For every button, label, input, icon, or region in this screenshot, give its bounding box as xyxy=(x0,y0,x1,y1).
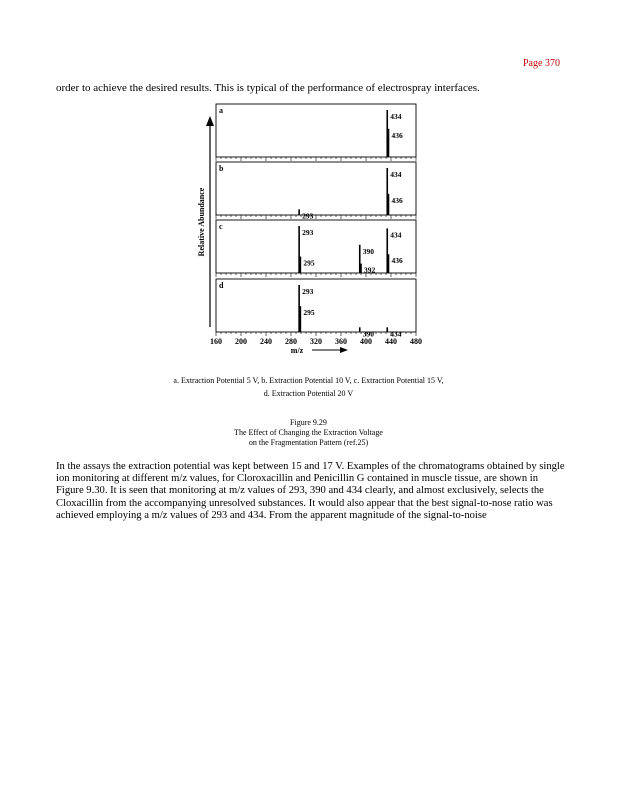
peak-label: 434 xyxy=(390,170,402,179)
peak-label: 293 xyxy=(302,287,314,296)
peak-label: 434 xyxy=(390,112,402,121)
peak-label: 390 xyxy=(362,329,374,339)
x-tick-label: 480 xyxy=(410,337,422,346)
figure-caption-line1: a. Extraction Potential 5 V, b. Extraction Potential 10 V, c. Extraction Potential 15 V, xyxy=(173,376,444,385)
panel-frame xyxy=(216,279,416,332)
peak-label: 295 xyxy=(303,308,315,318)
y-axis-arrow xyxy=(206,116,214,126)
x-axis-label: m/z xyxy=(290,346,304,355)
peak-label: 436 xyxy=(391,130,403,140)
peak-label: 295 xyxy=(303,258,315,268)
peak-label: 436 xyxy=(391,195,403,205)
figure-caption-line2: d. Extraction Potential 20 V xyxy=(263,389,354,398)
peak-label: 436 xyxy=(391,256,403,266)
figure-title-line1: The Effect of Changing the Extraction Voltage xyxy=(234,428,383,437)
panel-label: d xyxy=(219,281,224,290)
x-tick-label: 320 xyxy=(310,337,322,346)
peak-label: 434 xyxy=(390,329,402,339)
peak-label: 390 xyxy=(362,246,374,256)
lead-text: order to achieve the desired results. This is typical of the performance of electrospray interfaces. xyxy=(56,82,480,94)
spectrum-panel-d xyxy=(216,279,416,338)
panel-label: c xyxy=(219,222,223,231)
x-axis-arrow xyxy=(340,347,348,353)
y-axis-label: Relative Abundance xyxy=(197,187,206,257)
x-tick-label: 360 xyxy=(335,337,347,346)
x-tick-label: 400 xyxy=(360,337,372,346)
page-number: Page 370 xyxy=(523,58,560,69)
body-paragraph: In the assays the extraction potential was kept between 15 and 17 V. Examples of the chromatograms obtained by single ion monitoring at different m/z values, for Cloroxacillin and Penicillin G contained in muscle tissue, are shown in Figure 9.30. It is seen that monitoring at m/z values of 293, 390 and 434 clearly, and almost exclusively, selects the Cloxacillin from the accompanying unresolved substances. It would also appear that the best signal-to-nose ratio was achieved employing a m/z values of 293 and 434. From the apparent magnitude of the signal-to-noise xyxy=(56,461,565,521)
x-tick-label: 280 xyxy=(285,337,297,346)
peak-label: 434 xyxy=(390,230,402,240)
peak-label: 293 xyxy=(302,228,314,237)
panel-frame xyxy=(216,162,416,215)
x-tick-label: 160 xyxy=(210,337,222,346)
mass-spectra-figure xyxy=(192,102,432,362)
spectrum-panel-a xyxy=(216,104,416,161)
panel-frame xyxy=(216,104,416,157)
peak-label: 293 xyxy=(302,211,314,221)
spectrum-panel-c xyxy=(216,220,416,277)
figure-number: Figure 9.29 xyxy=(290,418,327,427)
figure-title-line2: on the Fragmentation Pattern (ref.25) xyxy=(248,438,369,447)
panel-label: b xyxy=(219,164,224,173)
x-tick-label: 440 xyxy=(385,337,397,346)
x-tick-label: 240 xyxy=(260,337,272,346)
panel-frame xyxy=(216,220,416,273)
panel-label: a xyxy=(219,106,223,115)
peak-label: 392 xyxy=(364,265,376,275)
x-tick-label: 200 xyxy=(235,337,247,346)
spectrum-panel-b xyxy=(216,162,416,220)
